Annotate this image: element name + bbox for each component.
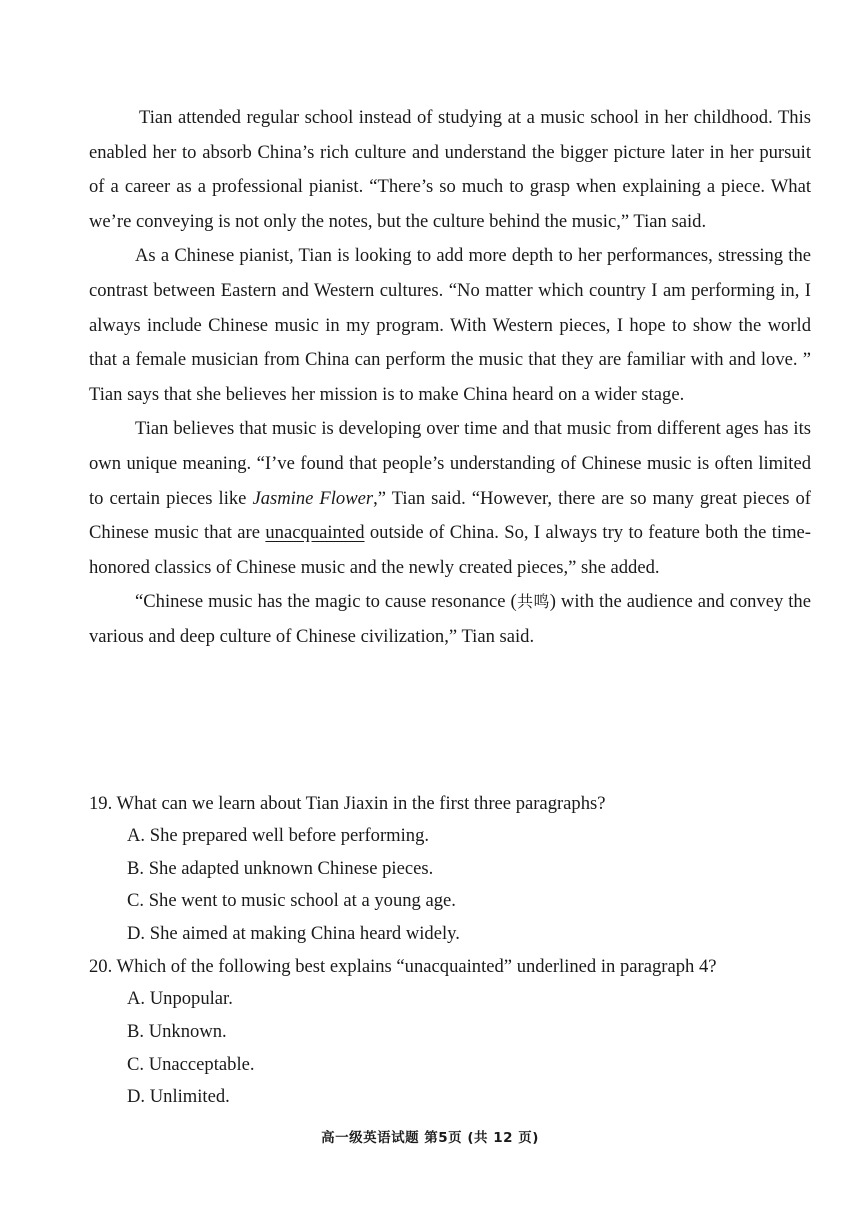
- option-d[interactable]: D. She aimed at making China heard widely.: [127, 922, 460, 944]
- option-c[interactable]: C. She went to music school at a young age.: [127, 890, 456, 912]
- passage-paragraph-1: Tian attended regular school instead of studying at a music school in her childhood. This enabled her to absorb China’s rich culture and understand the bigger picture later in her pursuit of a career as a professional pianist. “There’s so much to grasp when explaining a piece. What we’re conveying is not only the notes, but the culture behind the music,” Tian said.: [89, 107, 811, 232]
- question-stem: 20. Which of the following best explains “unacquainted” underlined in paragraph 4?: [89, 956, 717, 978]
- passage-paragraph-3: [89, 412, 811, 585]
- option-b[interactable]: B. She adapted unknown Chinese pieces.: [127, 857, 434, 879]
- option-a[interactable]: A. She prepared well before performing.: [127, 825, 430, 846]
- underlined-word: unacquainted: [265, 522, 365, 544]
- option-d[interactable]: D. Unlimited.: [127, 1086, 230, 1108]
- option-b[interactable]: B. Unknown.: [127, 1020, 227, 1042]
- song-title-italic: Jasmine Flower: [252, 487, 374, 509]
- passage-paragraph-4: [89, 585, 811, 654]
- paragraph-3-text-a: Tian believes that music is developing over time and that music from different ages has its own unique meaning. “I’ve found that people’s understanding of Chinese music is often limited to certain pieces like: [89, 418, 811, 509]
- option-list: [89, 820, 811, 950]
- paragraph-3-text-b: ,” Tian said. “However, there are so many great pieces of Chinese music that are: [89, 487, 811, 544]
- reading-passage: [89, 101, 811, 655]
- option-list: [89, 983, 811, 1113]
- chinese-gloss: 共鸣: [516, 592, 550, 612]
- passage-paragraph-2: As a Chinese pianist, Tian is looking to add more depth to her performances, stressing the contrast between Eastern and Western cultures. “No matter which country I am performing in, I always include Chinese music in my program. With Western pieces, I hope to show the world that a female musician from China can perform the music that they are familiar with and love. ” Tian says that she believes her mission is to make China heard on a wider stage.: [89, 245, 811, 405]
- paragraph-4-text-a: “Chinese music has the magic to cause resonance (: [135, 591, 517, 613]
- page-footer: 高一级英语试题 第5页 (共 12 页): [321, 1130, 539, 1146]
- paragraph-4-text-b: ) with the audience and convey the various and deep culture of Chinese civilization,” Tian said.: [89, 591, 811, 647]
- option-a[interactable]: A. Unpopular.: [127, 988, 233, 1010]
- option-c[interactable]: C. Unacceptable.: [127, 1053, 255, 1075]
- question-stem: 19. What can we learn about Tian Jiaxin in the first three paragraphs?: [89, 793, 606, 814]
- question-19: [89, 787, 811, 950]
- question-20: [89, 950, 811, 1113]
- paragraph-3-text-c: outside of China. So, I always try to feature both the time-honored classics of Chinese music and the newly created pieces,” she added.: [89, 522, 812, 578]
- question-list: [89, 787, 811, 1114]
